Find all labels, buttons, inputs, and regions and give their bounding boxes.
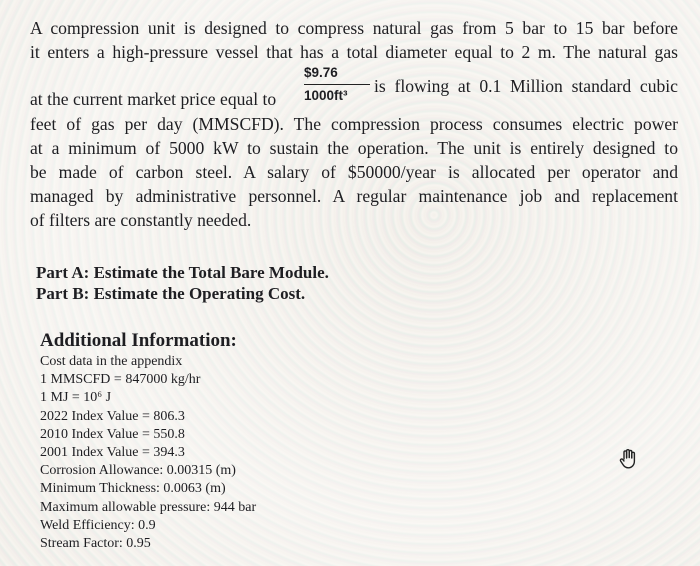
info-item: 1 MMSCFD = 847000 kg/hr [40, 372, 201, 388]
price-fraction-denominator: 1000ft³ [304, 88, 348, 103]
statement-line-2: it enters a high-pressure vessel that has a total diameter equal to 2 m. The natural gas [30, 42, 678, 62]
info-item: Cost data in the appendix [40, 354, 183, 369]
price-fraction [304, 64, 370, 105]
price-fraction-numerator: $9.76 [304, 64, 370, 85]
part-b-heading: Part B: Estimate the Operating Cost. [36, 284, 306, 303]
problem-statement [30, 16, 678, 232]
part-a-heading: Part A: Estimate the Total Bare Module. [36, 263, 329, 282]
info-item: 2010 Index Value = 550.8 [40, 426, 185, 442]
statement-line-1: A compression unit is designed to compress natural gas from 5 bar to 15 bar before [30, 18, 678, 38]
statement-line-7: managed by administrative personnel. A regular maintenance job and replacement [30, 186, 678, 206]
additional-info-list [40, 353, 256, 553]
statement-line-3-suffix: is flowing at 0.1 Million standard cubic [374, 76, 678, 96]
statement-line-4: feet of gas per day (MMSCFD). The compression process consumes electric power [30, 114, 678, 134]
info-item: Minimum Thickness: 0.0063 (m) [40, 481, 226, 497]
statement-line-6: be made of carbon steel. A salary of $50000/year is allocated per operator and [30, 162, 678, 182]
statement-line-8: of filters are constantly needed. [30, 210, 252, 230]
info-item: Stream Factor: 0.95 [40, 536, 151, 552]
info-item: Weld Efficiency: 0.9 [40, 517, 156, 533]
statement-line-5: at a minimum of 5000 kW to sustain the operation. The unit is entirely designed to [30, 138, 678, 158]
info-item: Maximum allowable pressure: 944 bar [40, 499, 257, 515]
statement-line-3 [30, 64, 678, 112]
info-item: 2001 Index Value = 394.3 [40, 445, 185, 461]
statement-line-3-prefix: at the current market price equal to [30, 89, 277, 109]
hand-pointer-icon [617, 447, 641, 471]
info-item: Corrosion Allowance: 0.00315 (m) [40, 463, 236, 479]
task-list [36, 262, 329, 304]
info-item: 2022 Index Value = 806.3 [40, 408, 185, 424]
additional-info-title: Additional Information: [40, 330, 237, 351]
info-item: 1 MJ = 10⁶ J [40, 390, 112, 406]
